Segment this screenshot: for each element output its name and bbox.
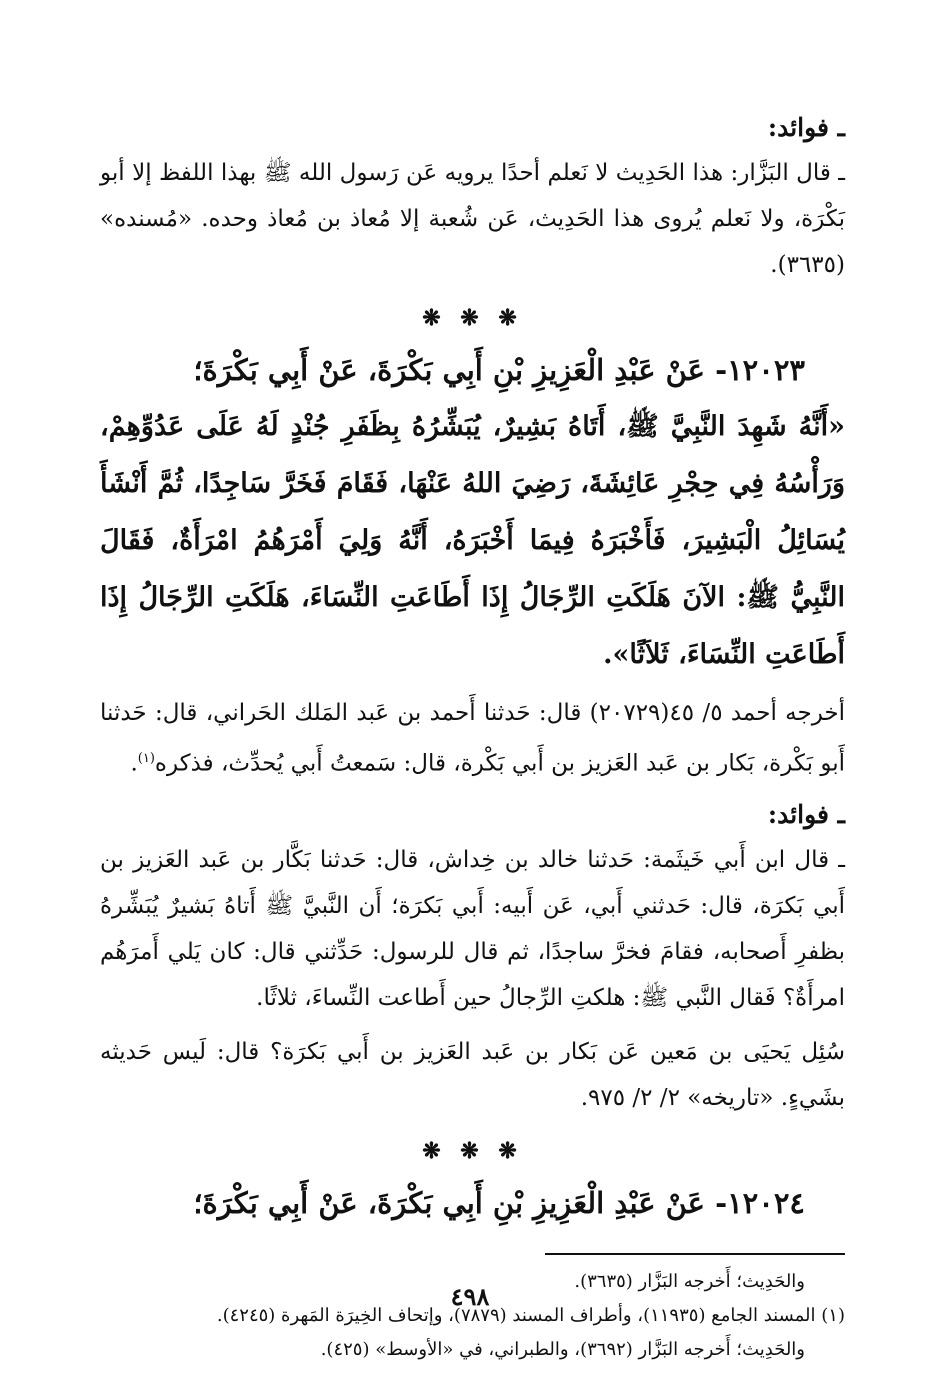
takhrij-text: أخرجه أحمد ٥/ ٤٥(٢٠٧٢٩) قال: حَدثنا أَحمد بن عَبد المَلك الحَراني، قال: حَدثنا أَبو بَكْرة، بَكار بن عَبد العَزيز بن أَبي بَكْرة، قال: سَمعتُ أَبي يُحدِّث، فذكره [100,700,845,777]
section-separator: ❋ ❋ ❋ [422,305,523,331]
ibn-maeen-comment: سُئِل يَحيَى بن مَعين عَن بَكار بن عَبد العَزيز بن أَبي بَكرَة؟ قال: لَيس حَديثه بشَيءٍ. «تاريخه» ٢/ ٢/ ٩٧٥. [100,1038,845,1111]
ibn-abi-khaythama-comment: ـ قال ابن أَبي خَيثَمة: حَدثنا خالد بن خِداش، قال: حَدثنا بَكَّار بن عَبد العَزيز بن أَبي بَكرَة، قال: حَدثني أَبي، عَن أَبيه: أَبي بَكرَة؛ أَن النَّبيَّ ﷺ أَتاهُ بَشيرٌ يُبَشِّرهُ بظفرِ أَصحابه، فقامَ فخرَّ ساجدًا، ثم قال للرسول: حَدِّثني قال: كان يَلي أَمرَهُم امرأَةٌ؟ فَقال النَّبي ﷺ: هلكتِ الرِّجالُ حين أَطاعت النِّساءَ، ثلاثًا. [100,846,845,1011]
bazzar-comment: ـ قال البَزَّار: هذا الحَدِيث لا نَعلم أحدًا يرويه عَن رَسول الله ﷺ بهذا اللفظ إلا أبو بَكْرَة، ولا نَعلم يُروى هذا الحَدِيث، عَن شُعبة إلا مُعاذ بن مُعاذ وحده. «مُسنده» (٣٦٣٥). [100,160,845,278]
hadith-12024-title: ١٢٠٢٤- عَنْ عَبْدِ الْعَزِيزِ بْنِ أَبِي بَكْرَةَ، عَنْ أَبِي بَكْرَةَ؛ [193,1185,805,1220]
footnote-1-continuation: والحَدِيث؛ أَخرجه البَزَّار (٣٦٩٢)، والطبراني، في «الأوسط» (٤٢٥). [320,1338,805,1360]
hadith-12023-text: «أَنَّهُ شَهِدَ النَّبِيَّ ﷺ، أَتَاهُ بَشِيرٌ، يُبَشِّرُهُ بِظَفَرِ جُنْدٍ لَهُ عَلَى عَدُوِّهِمْ، وَرَأْسُهُ فِي حِجْرِ عَائِشَةَ، رَضِيَ اللهُ عَنْهَا، فَقَامَ فَخَرَّ سَاجِدًا، ثُمَّ أَنْشَأَ يُسَائِلُ الْبَشِيرَ، فَأَخْبَرَهُ فِيمَا أَخْبَرَهُ، أَنَّهُ وَلِيَ أَمْرَهُمُ امْرَأَةٌ، فَقَالَ النَّبِيُّ ﷺ: الآنَ هَلَكَتِ الرِّجَالُ إِذَا أَطَاعَتِ النِّسَاءَ، هَلَكَتِ الرِّجَالُ إِذَا أَطَاعَتِ النِّسَاءَ، ثَلاَثًا». [100,411,845,670]
footnote-marker: (١) [137,751,155,766]
section-separator-2: ❋ ❋ ❋ [422,1137,523,1164]
page-number: ٤٩٨ [450,1282,490,1311]
benefits-heading-2: ـ فوائد: [767,799,845,829]
footnote-continuation: والحَدِيث؛ أَخرجه البَزَّار (٣٦٣٥). [574,1270,805,1292]
takhrij-end: . [130,750,138,777]
page-body [100,100,845,1367]
footnote-divider [545,1253,845,1255]
hadith-12023-title: ١٢٠٢٣- عَنْ عَبْدِ الْعَزِيزِ بْنِ أَبِي بَكْرَةَ، عَنْ أَبِي بَكْرَةَ؛ [193,353,805,387]
footnote-1: (١) المسند الجامع (١١٩٣٥)، وأطراف المسند (٧٨٧٩)، وإتحاف الخِيرَة المَهرة (٤٢٤٥). [216,1304,845,1326]
benefits-heading: ـ فوائد: [767,113,845,142]
hadith-12023-takhrij [100,691,845,787]
